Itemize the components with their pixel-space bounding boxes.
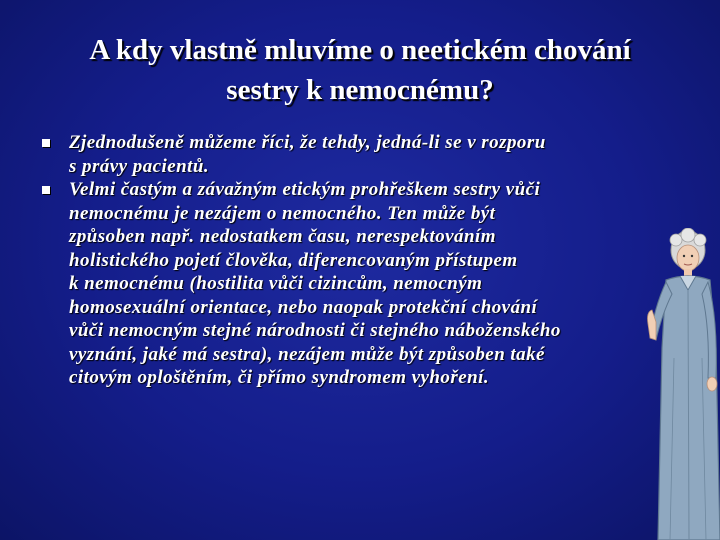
bullet-text-line: homosexuální orientace, nebo naopak protekční chování xyxy=(69,296,538,318)
slide-title-line: A kdy vlastně mluvíme o neetickém chování xyxy=(89,34,631,66)
bullet-text-line: citovým oploštěním, či přímo syndromem vyhoření. xyxy=(69,367,490,388)
slide-title-line: sestry k nemocnému? xyxy=(226,74,494,106)
bullet-list xyxy=(42,131,682,390)
bullet-text-line: nemocnému je nezájem o nemocného. Ten může být xyxy=(69,202,496,224)
slide-title xyxy=(0,30,720,110)
bullet-text-line: vůči nemocným stejné národnosti či stejného náboženského xyxy=(69,320,561,341)
bullet-text-line: s právy pacientů. xyxy=(69,155,210,177)
square-bullet-icon xyxy=(42,139,50,147)
bullet-item xyxy=(42,178,682,390)
bullet-text-line: vyznání, jaké má sestra), nezájem může být způsoben také xyxy=(69,343,545,365)
nurse-clipart-icon xyxy=(636,228,720,540)
bullet-text-line: holistického pojetí člověka, diferencovaným přístupem xyxy=(69,249,518,271)
bullet-text-line: Zjednodušeně můžeme říci, že tehdy, jedná-li se v rozporu xyxy=(69,132,546,153)
bullet-text-line: způsoben např. nedostatkem času, nerespektováním xyxy=(69,226,496,247)
bullet-text-line: k nemocnému (hostilita vůči cizincům, nemocným xyxy=(69,273,483,294)
bullet-item xyxy=(42,131,682,178)
bullet-text-line: Velmi častým a závažným etickým prohřeškem sestry vůči xyxy=(69,179,541,200)
square-bullet-icon xyxy=(42,186,50,194)
